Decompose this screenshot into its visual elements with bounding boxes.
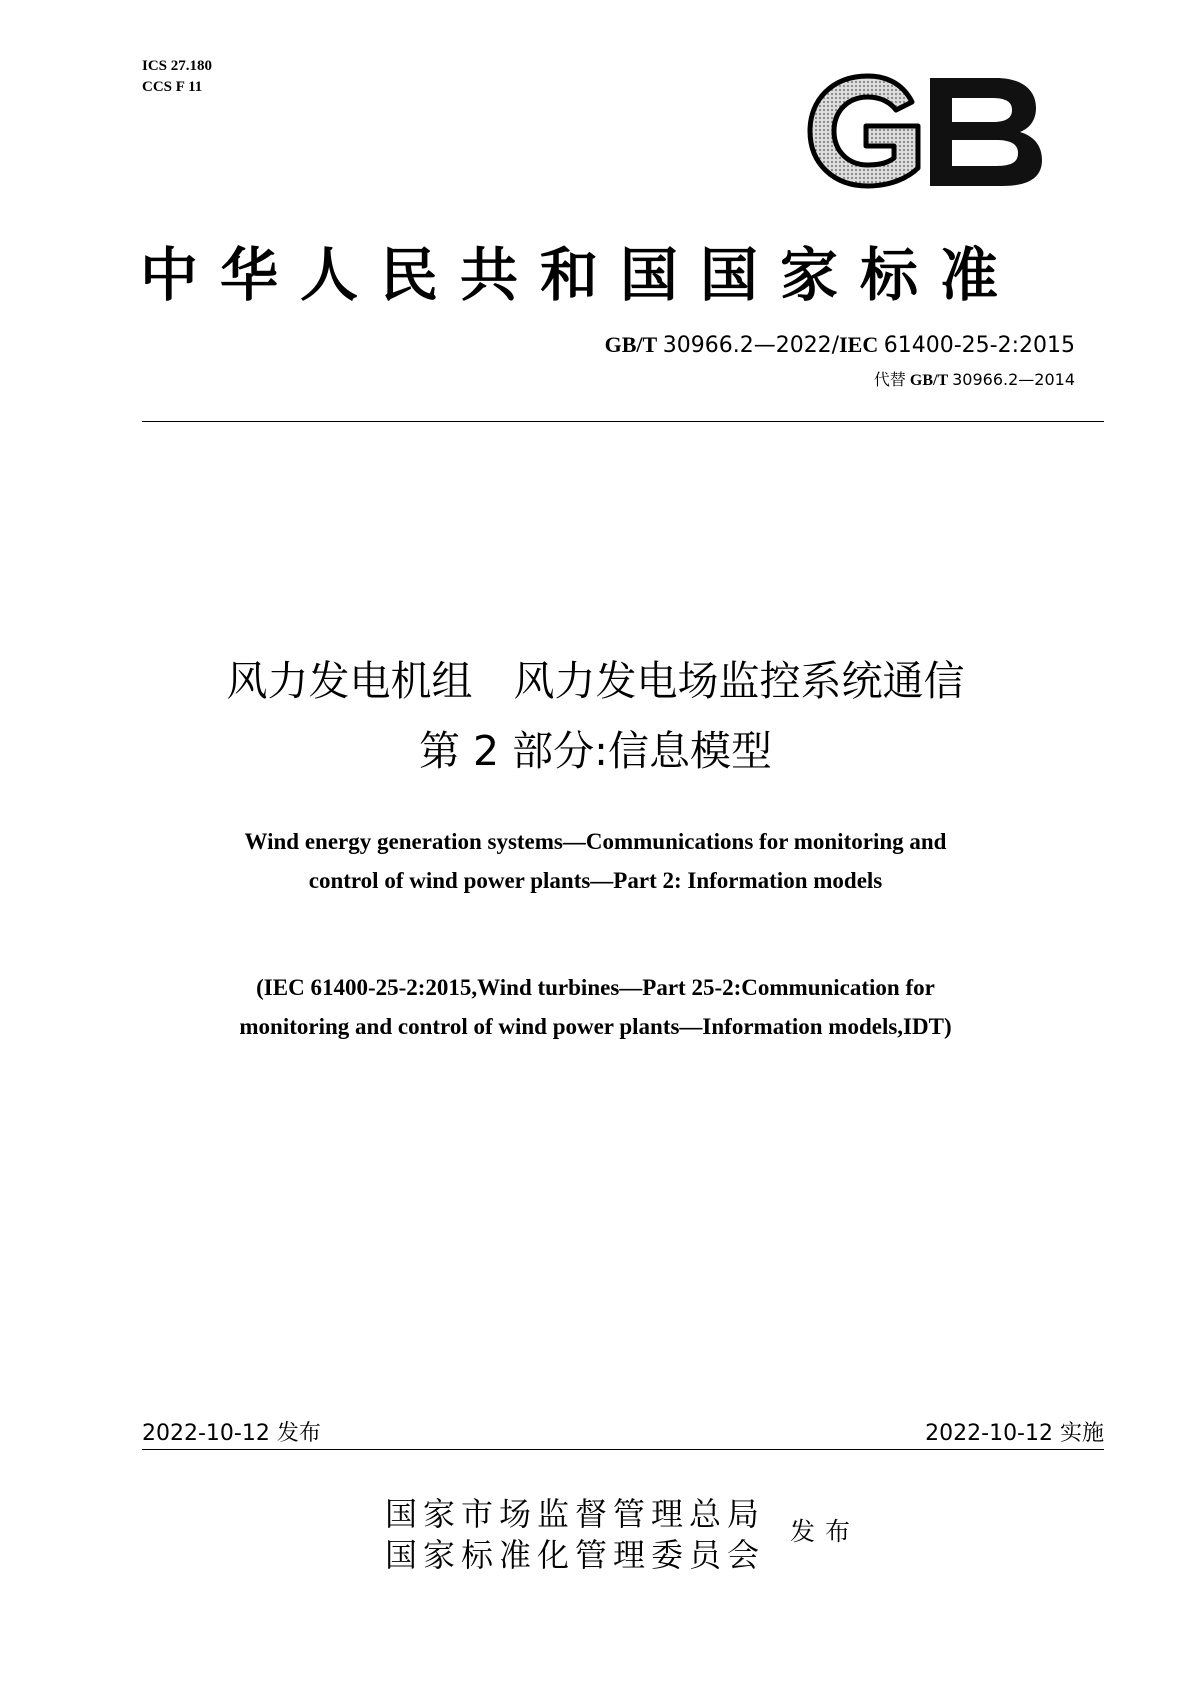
iec-number-value: 61400-25-2:2015 <box>883 333 1075 358</box>
gb-logo <box>806 72 1046 190</box>
publish-label: 发布 <box>790 1519 861 1546</box>
standard-number-value: 30966.2—2022/ <box>662 333 840 358</box>
header-divider <box>142 421 1104 422</box>
replaces-number: 30966.2—2014 <box>952 370 1075 389</box>
iec-reference-line-1: (IEC 61400-25-2:2015,Wind turbines—Part 25-2:Communication for <box>256 975 935 1000</box>
authority-line-1: 国家市场监督管理总局 <box>385 1496 766 1532</box>
english-title-line-2: control of wind power plants—Part 2: Information models <box>308 868 883 893</box>
chinese-title-line-1: 风力发电机组 风力发电场监控系统通信 <box>226 657 965 705</box>
standard-prefix: GB/T <box>604 332 658 357</box>
english-title-line-1: Wind energy generation systems—Communications for monitoring and <box>244 829 947 854</box>
iec-prefix: IEC <box>839 332 879 357</box>
ics-code: ICS 27.180 <box>142 58 213 74</box>
ccs-code: CCS F 11 <box>142 79 203 95</box>
chinese-title-line-2: 第 2 部分:信息模型 <box>419 727 772 775</box>
implementation-date: 2022-10-12 实施 <box>925 1421 1104 1446</box>
classification-block <box>142 56 212 98</box>
authority-line-2: 国家标准化管理委员会 <box>385 1537 766 1573</box>
replaces-prefix: GB/T <box>909 372 949 389</box>
standard-number <box>605 332 1075 358</box>
issue-date: 2022-10-12 发布 <box>142 1421 321 1446</box>
footer-divider <box>142 1449 1104 1450</box>
replaces-line <box>874 367 1075 390</box>
gb-logo-text: GB <box>926 142 928 143</box>
iec-reference-line-2: monitoring and control of wind power plants—Information models,IDT) <box>239 1014 952 1039</box>
national-standard-title: 中华人民共和国国家标准 <box>140 243 1021 308</box>
replaces-label: 代替 <box>873 370 906 389</box>
